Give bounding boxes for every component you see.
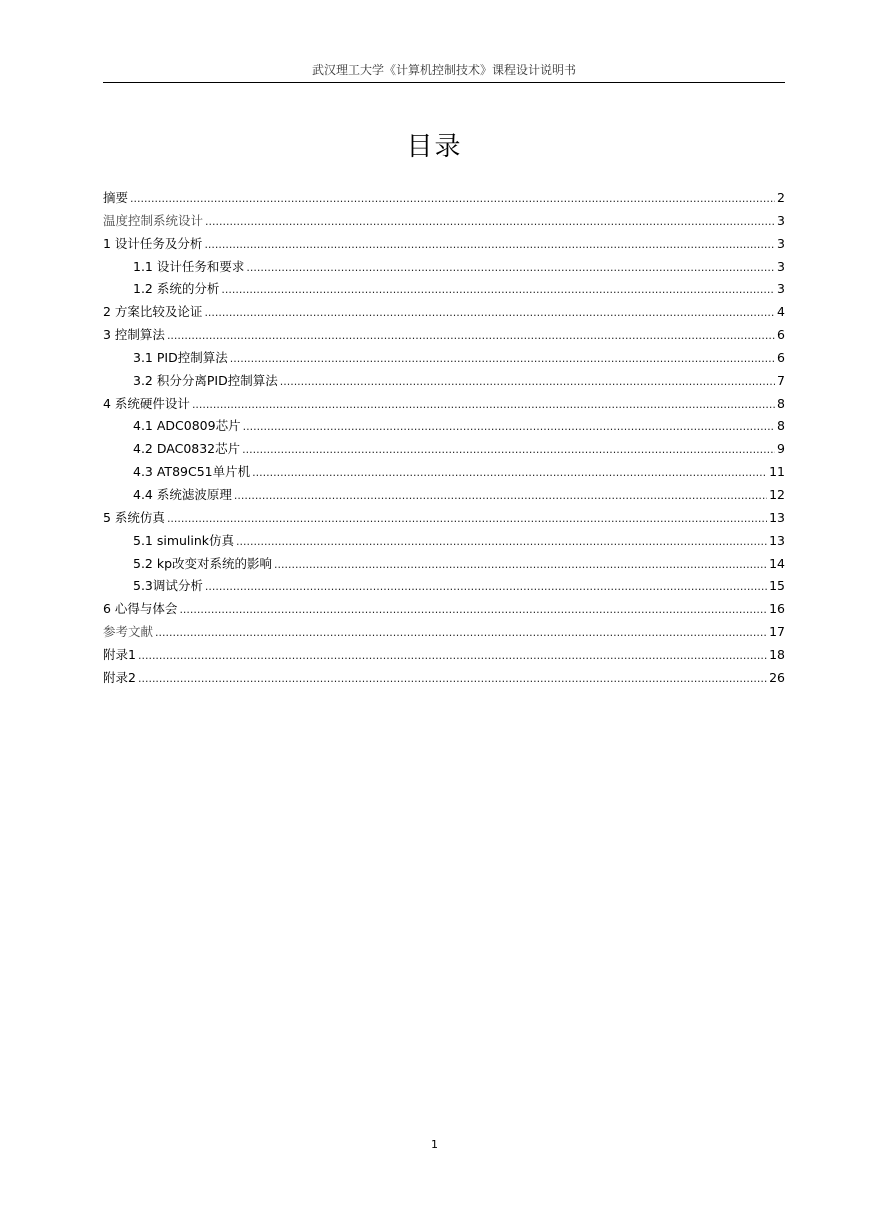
toc-entry[interactable] [103, 371, 785, 394]
toc-entry-page: 16 [769, 601, 785, 617]
toc-dot-leader [242, 440, 775, 460]
toc-entry[interactable] [103, 485, 785, 508]
toc-entry-title: 5.2 kp改变对系统的影响 [133, 555, 273, 571]
toc-entry-page: 9 [777, 441, 785, 457]
page-title: 目录 [406, 132, 463, 162]
toc-dot-leader [205, 212, 775, 232]
toc-entry-page: 4 [777, 304, 785, 320]
toc-entry-page: 18 [769, 646, 785, 662]
toc-entry-page: 12 [769, 486, 785, 502]
toc-entry-title: 摘要 [103, 190, 129, 205]
page-number: 1 [431, 1138, 438, 1151]
toc-dot-leader [192, 395, 775, 415]
toc-dot-leader [138, 646, 767, 666]
toc-entry[interactable] [103, 279, 785, 302]
toc-entry[interactable] [103, 645, 785, 668]
toc-entry[interactable] [103, 531, 785, 554]
toc-dot-leader [167, 326, 775, 346]
toc-entry-title: 1.1 设计任务和要求 [133, 258, 245, 274]
toc-entry-title: 4 系统硬件设计 [103, 395, 190, 411]
toc-entry-page: 14 [769, 555, 785, 571]
toc-entry-page: 13 [769, 532, 785, 548]
toc-entry-title: 4.2 DAC0832芯片 [133, 441, 241, 457]
toc-entry-page: 8 [777, 418, 785, 434]
toc-dot-leader [252, 463, 767, 483]
toc-entry-page: 6 [777, 349, 785, 365]
toc-entry-title: 1 设计任务及分析 [103, 235, 203, 251]
toc-dot-leader [274, 555, 767, 575]
toc-entry-title: 4.4 系统滤波原理 [133, 486, 232, 502]
toc-entry-page: 3 [777, 235, 785, 251]
toc-entry-title: 附录2 [103, 669, 136, 685]
toc-entry[interactable] [103, 599, 785, 622]
toc-entry[interactable] [103, 257, 785, 280]
toc-entry-title: 3 控制算法 [103, 327, 165, 343]
toc-entry-title: 4.3 AT89C51单片机 [133, 464, 251, 480]
toc-entry-title: 6 心得与体会 [103, 601, 178, 617]
toc-entry-page: 7 [777, 372, 785, 388]
toc-entry-page: 3 [777, 281, 785, 297]
toc-entry-title: 5.3调试分析 [133, 578, 203, 594]
toc-entry-title: 2 方案比较及论证 [103, 304, 203, 320]
toc-dot-leader [230, 349, 775, 369]
toc-entry-title: 参考文献 [103, 624, 154, 640]
toc-entry-page: 8 [777, 395, 785, 411]
toc-entry-page: 11 [769, 464, 785, 480]
toc-dot-leader [138, 669, 767, 689]
toc-entry[interactable] [103, 302, 785, 325]
toc-entry[interactable] [103, 439, 785, 462]
toc-entry[interactable] [103, 211, 785, 234]
toc-dot-leader [179, 600, 767, 620]
toc-entry-page: 13 [769, 509, 785, 525]
toc-entry[interactable] [103, 234, 785, 257]
toc-dot-leader [234, 486, 767, 506]
toc-entry-page: 6 [777, 327, 785, 343]
toc-entry-page: 3 [777, 258, 785, 274]
toc-entry[interactable] [103, 394, 785, 417]
toc-entry[interactable] [103, 325, 785, 348]
toc-dot-leader [155, 623, 767, 643]
toc-dot-leader [280, 372, 775, 392]
toc-entry-page: 26 [769, 669, 785, 685]
toc-entry-page: 17 [769, 624, 785, 640]
toc-entry[interactable] [103, 554, 785, 577]
toc-dot-leader [205, 577, 767, 597]
toc-entry-title: 5 系统仿真 [103, 509, 165, 525]
running-header: 武汉理工大学《计算机控制技术》课程设计说明书 [103, 62, 785, 83]
toc-entry-page: 3 [777, 212, 785, 228]
toc-dot-leader [167, 509, 767, 529]
toc-dot-leader [204, 235, 775, 255]
toc-entry[interactable] [103, 188, 785, 211]
toc-entry-title: 3.1 PID控制算法 [133, 349, 228, 365]
table-of-contents [103, 188, 785, 691]
toc-dot-leader [246, 258, 775, 278]
toc-entry-title: 4.1 ADC0809芯片 [133, 418, 241, 434]
toc-dot-leader [243, 417, 775, 437]
toc-entry-title: 5.1 simulink仿真 [133, 532, 235, 548]
toc-entry-title: 附录1 [103, 646, 136, 662]
toc-entry-title: 温度控制系统设计 [103, 212, 204, 228]
toc-entry[interactable] [103, 416, 785, 439]
toc-entry[interactable] [103, 508, 785, 531]
toc-dot-leader [204, 303, 775, 323]
toc-dot-leader [221, 280, 775, 300]
toc-entry[interactable] [103, 348, 785, 371]
toc-entry-title: 1.2 系统的分析 [133, 281, 220, 297]
toc-entry-page: 2 [777, 190, 785, 205]
toc-entry-title: 3.2 积分分离PID控制算法 [133, 372, 278, 388]
toc-entry[interactable] [103, 622, 785, 645]
toc-entry-page: 15 [769, 578, 785, 594]
toc-dot-leader [236, 532, 767, 552]
toc-entry[interactable] [103, 462, 785, 485]
toc-dot-leader [130, 189, 775, 209]
toc-entry[interactable] [103, 668, 785, 691]
toc-entry[interactable] [103, 576, 785, 599]
